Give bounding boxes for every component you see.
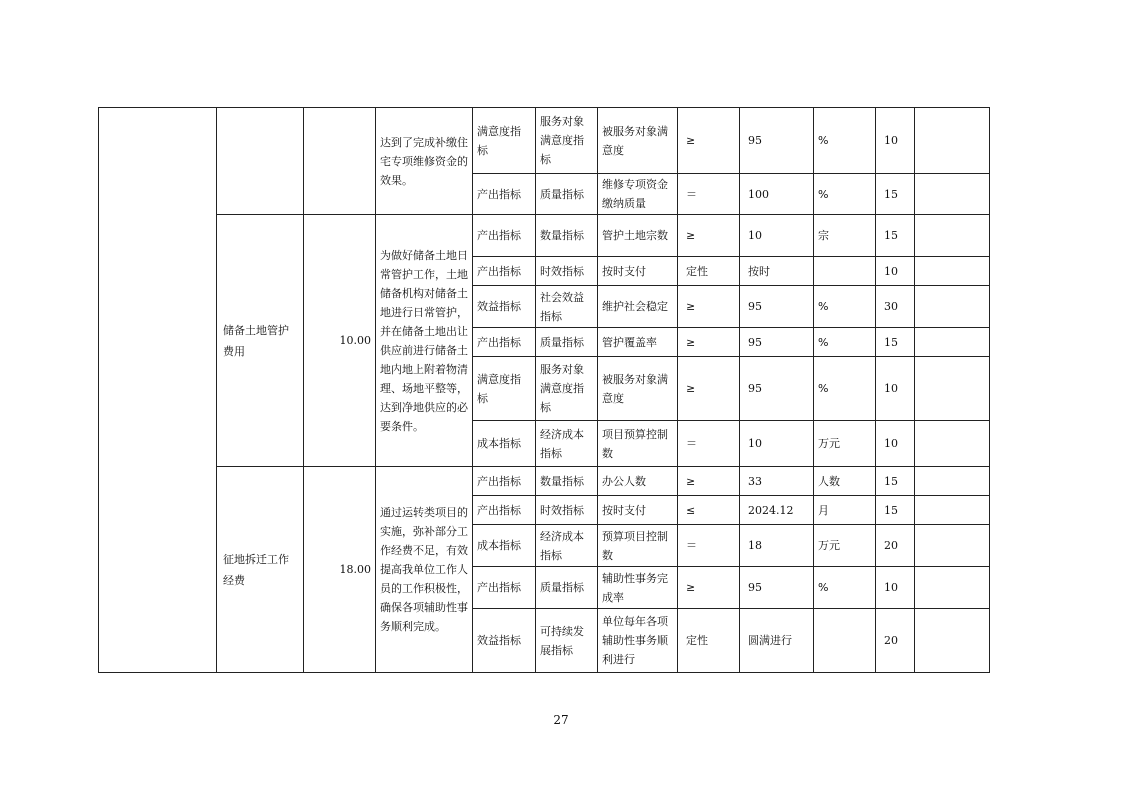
target-value-cell: 95 [740, 286, 814, 328]
target-value-cell: 2024.12 [740, 496, 814, 525]
remark-cell [915, 421, 990, 467]
indicator-level1-cell: 产出指标 [473, 257, 536, 286]
operator-cell: ＝ [678, 174, 740, 215]
target-value-cell: 100 [740, 174, 814, 215]
operator-cell: ≥ [678, 215, 740, 257]
indicator-level2-cell: 数量指标 [536, 467, 598, 496]
unit-cell [814, 609, 876, 673]
indicator-level1-cell: 产出指标 [473, 328, 536, 357]
target-value-cell: 95 [740, 108, 814, 174]
indicator-level3-cell: 被服务对象满意度 [598, 108, 678, 174]
target-value-cell: 10 [740, 215, 814, 257]
indicator-level3-cell: 辅助性事务完成率 [598, 567, 678, 609]
remark-cell [915, 328, 990, 357]
indicator-level3-cell: 维护社会稳定 [598, 286, 678, 328]
project-name-cell [217, 108, 304, 215]
unit-cell [814, 257, 876, 286]
indicator-level2-cell: 时效指标 [536, 257, 598, 286]
remark-cell [915, 286, 990, 328]
unit-cell: 万元 [814, 421, 876, 467]
remark-cell [915, 357, 990, 421]
indicator-level3-cell: 按时支付 [598, 257, 678, 286]
indicator-level3-cell: 预算项目控制数 [598, 525, 678, 567]
indicator-level1-cell: 满意度指标 [473, 357, 536, 421]
weight-cell: 15 [876, 215, 915, 257]
target-value-cell: 10 [740, 421, 814, 467]
weight-cell: 10 [876, 567, 915, 609]
weight-cell: 15 [876, 496, 915, 525]
indicator-level2-cell: 数量指标 [536, 215, 598, 257]
operator-cell: ≥ [678, 108, 740, 174]
indicator-level2-cell: 经济成本指标 [536, 525, 598, 567]
remark-cell [915, 174, 990, 215]
operator-cell: 定性 [678, 609, 740, 673]
indicator-level3-cell: 项目预算控制数 [598, 421, 678, 467]
indicator-level1-cell: 产出指标 [473, 496, 536, 525]
indicator-level1-cell: 成本指标 [473, 525, 536, 567]
weight-cell: 10 [876, 421, 915, 467]
remark-cell [915, 257, 990, 286]
weight-cell: 10 [876, 257, 915, 286]
operator-cell: ＝ [678, 421, 740, 467]
indicator-level2-cell: 服务对象满意度指标 [536, 357, 598, 421]
remark-cell [915, 525, 990, 567]
indicator-level2-cell: 时效指标 [536, 496, 598, 525]
remark-cell [915, 215, 990, 257]
indicator-level1-cell: 产出指标 [473, 567, 536, 609]
indicator-level3-cell: 管护覆盖率 [598, 328, 678, 357]
unit-cell: % [814, 108, 876, 174]
unit-cell: % [814, 328, 876, 357]
indicator-level3-cell: 单位每年各项辅助性事务顺利进行 [598, 609, 678, 673]
remark-cell [915, 609, 990, 673]
target-value-cell: 33 [740, 467, 814, 496]
project-amount-cell: 18.00 [304, 467, 376, 673]
operator-cell: 定性 [678, 257, 740, 286]
weight-cell: 10 [876, 108, 915, 174]
unit-cell: % [814, 357, 876, 421]
project-amount-cell: 10.00 [304, 215, 376, 467]
indicator-level3-cell: 办公人数 [598, 467, 678, 496]
project-amount-cell [304, 108, 376, 215]
indicator-level3-cell: 被服务对象满意度 [598, 357, 678, 421]
indicator-level3-cell: 管护土地宗数 [598, 215, 678, 257]
weight-cell: 15 [876, 174, 915, 215]
indicator-level1-cell: 效益指标 [473, 286, 536, 328]
operator-cell: ≥ [678, 467, 740, 496]
indicator-level1-cell: 效益指标 [473, 609, 536, 673]
table-row [99, 215, 990, 257]
operator-cell: ≥ [678, 286, 740, 328]
operator-cell: ≥ [678, 328, 740, 357]
remark-cell [915, 496, 990, 525]
unit-cell: 人数 [814, 467, 876, 496]
operator-cell: ＝ [678, 525, 740, 567]
table-row [99, 108, 990, 174]
indicator-level2-cell: 社会效益指标 [536, 286, 598, 328]
unit-cell: 月 [814, 496, 876, 525]
indicator-level1-cell: 产出指标 [473, 467, 536, 496]
unit-cell: % [814, 286, 876, 328]
indicator-level1-cell: 产出指标 [473, 215, 536, 257]
target-value-cell: 95 [740, 328, 814, 357]
remark-cell [915, 467, 990, 496]
operator-cell: ≤ [678, 496, 740, 525]
project-name-cell: 征地拆迁工作经费 [217, 467, 304, 673]
weight-cell: 10 [876, 357, 915, 421]
indicator-level2-cell: 质量指标 [536, 174, 598, 215]
weight-cell: 15 [876, 328, 915, 357]
target-value-cell: 圆满进行 [740, 609, 814, 673]
performance-table [98, 107, 990, 673]
unit-cell: 万元 [814, 525, 876, 567]
weight-cell: 20 [876, 525, 915, 567]
weight-cell: 20 [876, 609, 915, 673]
project-description-cell: 为做好储备土地日常管护工作，土地储备机构对储备土地进行日常管护，并在储备土地出让供应前进行储备土地内地上附着物清理、场地平整等，达到净地供应的必要条件。 [376, 215, 473, 467]
project-description-cell: 达到了完成补缴住宅专项维修资金的效果。 [376, 108, 473, 215]
target-value-cell: 按时 [740, 257, 814, 286]
indicator-level2-cell: 质量指标 [536, 328, 598, 357]
operator-cell: ≥ [678, 567, 740, 609]
indicator-level2-cell: 质量指标 [536, 567, 598, 609]
indicator-level1-cell: 产出指标 [473, 174, 536, 215]
indicator-level3-cell: 按时支付 [598, 496, 678, 525]
target-value-cell: 95 [740, 567, 814, 609]
department-cell [99, 108, 217, 673]
target-value-cell: 95 [740, 357, 814, 421]
table-body [99, 108, 990, 673]
indicator-level2-cell: 经济成本指标 [536, 421, 598, 467]
unit-cell: 宗 [814, 215, 876, 257]
target-value-cell: 18 [740, 525, 814, 567]
indicator-level1-cell: 成本指标 [473, 421, 536, 467]
unit-cell: % [814, 174, 876, 215]
table-row [99, 467, 990, 496]
indicator-level2-cell: 服务对象满意度指标 [536, 108, 598, 174]
remark-cell [915, 108, 990, 174]
project-name-cell: 储备土地管护费用 [217, 215, 304, 467]
indicator-level1-cell: 满意度指标 [473, 108, 536, 174]
project-description-cell: 通过运转类项目的实施，弥补部分工作经费不足，有效提高我单位工作人员的工作积极性，确保各项辅助性事务顺利完成。 [376, 467, 473, 673]
indicator-level3-cell: 维修专项资金缴纳质量 [598, 174, 678, 215]
weight-cell: 30 [876, 286, 915, 328]
unit-cell: % [814, 567, 876, 609]
indicator-level2-cell: 可持续发展指标 [536, 609, 598, 673]
remark-cell [915, 567, 990, 609]
operator-cell: ≥ [678, 357, 740, 421]
page-number: 27 [553, 713, 569, 727]
weight-cell: 15 [876, 467, 915, 496]
